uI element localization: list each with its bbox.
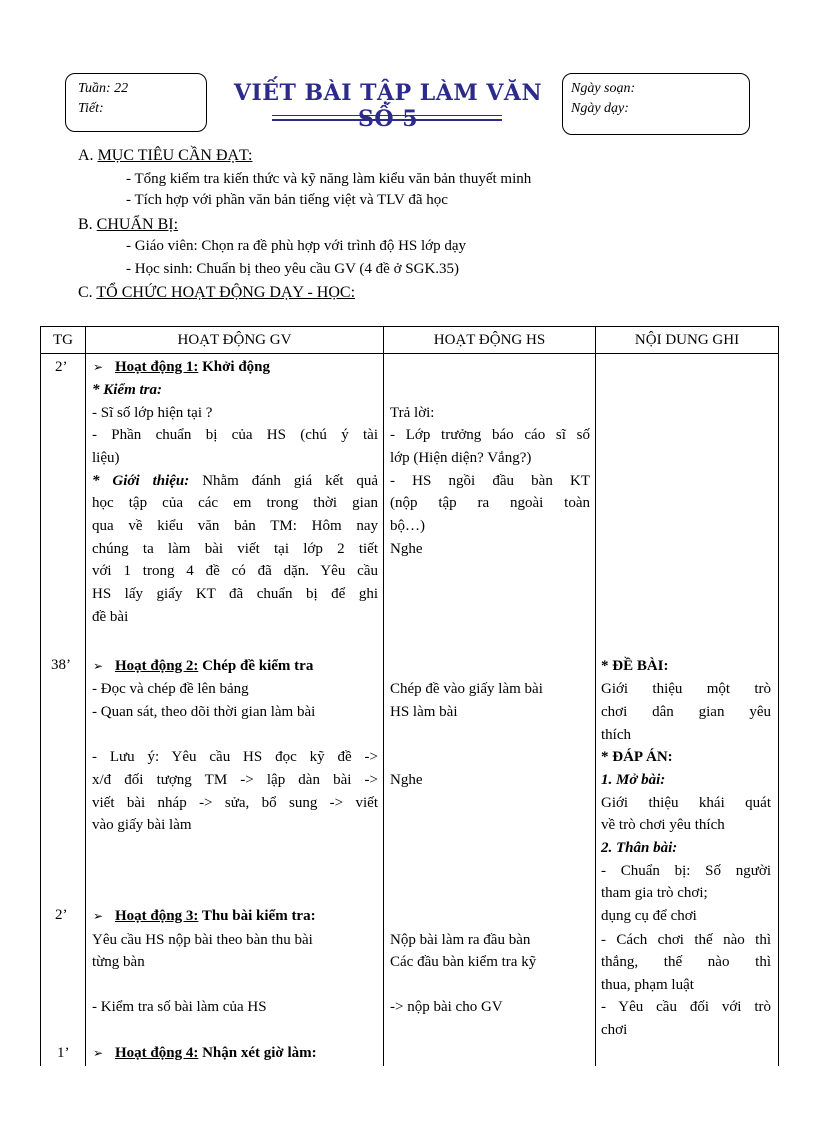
section-organization-heading: C. TỔ CHỨC HOẠT ĐỘNG DẠY - HỌC: [78, 284, 356, 301]
text-line: HS làm bài [390, 704, 458, 720]
table-row [41, 354, 779, 1067]
intro-heading: 1. Mở bài: [601, 772, 666, 788]
arrow-bullet-icon: ➢ [93, 360, 104, 374]
column-header-teacher: HOẠT ĐỘNG GV [86, 327, 384, 354]
text-line: Nộp bài làm ra đầu bàn [390, 932, 531, 948]
text-line: - Quan sát, theo dõi thời gian làm bài [92, 704, 316, 720]
text-line: tham gia trò chơi; [601, 885, 708, 901]
text-line: đề bài [92, 609, 129, 625]
time-value: 38’ [51, 657, 71, 673]
text-line: Trả lời: [390, 405, 435, 421]
check-label: * Kiểm tra: [92, 382, 162, 398]
text-line: chơi dân gian yêu [601, 704, 771, 720]
text-line: dụng cụ để chơi [601, 908, 697, 924]
text-line: học tập của các em trong thời gian [92, 495, 378, 511]
text-line: Các đầu bàn kiểm tra kỹ [390, 954, 537, 970]
teach-date-label: Ngày dạy: [571, 101, 629, 116]
text-line: qua về kiểu văn bản TM: Hôm nay [92, 518, 378, 534]
text-line: Yêu cầu HS nộp bài theo bàn thu bài [92, 932, 313, 948]
arrow-bullet-icon: ➢ [93, 659, 104, 673]
text-line: Chép đề vào giấy làm bài [390, 681, 543, 697]
notes-column [596, 354, 779, 1067]
column-header-student: HOẠT ĐỘNG HS [384, 327, 596, 354]
text-line: -> nộp bài cho GV [390, 999, 503, 1015]
time-column [41, 354, 86, 1067]
text-line: về trò chơi yêu thích [601, 817, 725, 833]
time-value: 1’ [57, 1045, 70, 1061]
text-line: (nộp tập ra ngoài toàn [390, 495, 590, 511]
lesson-table [40, 326, 779, 1066]
section-heading-text: CHUẨN BỊ: [96, 216, 179, 233]
text-line: Giới thiệu khái quát [601, 795, 771, 811]
text-line: HS lấy giấy KT đã chuẩn bị để ghi [92, 586, 378, 602]
teacher-activity-column [86, 354, 384, 1067]
text-line: viết bài nháp -> sửa, bổ sung -> viết [92, 795, 378, 811]
text-line: - HS ngồi đầu bàn KT [390, 473, 590, 489]
list-item: - Học sinh: Chuẩn bị theo yêu cầu GV (4 đề ở SGK.35) [126, 261, 460, 277]
section-objectives-heading: A. MỤC TIÊU CẦN ĐẠT: [78, 147, 253, 164]
student-activity-column [384, 354, 596, 1067]
page-title: VIẾT BÀI TẬP LÀM VĂN SỐ 5 [233, 80, 543, 132]
text-line: Nghe [390, 541, 423, 557]
text-line: - Yêu cầu đối với trò [601, 999, 771, 1015]
text-line: - Lưu ý: Yêu cầu HS đọc kỹ đề -> [92, 749, 378, 765]
text-line: thua, phạm luật [601, 977, 694, 993]
text-line: Giới thiệu một trò [601, 681, 771, 697]
text-line: - Chuẩn bị: Số người [601, 863, 771, 879]
text-line: - Lớp trưởng báo cáo sĩ số [390, 427, 590, 443]
time-value: 2’ [55, 907, 68, 923]
text-line: Nghe [390, 772, 423, 788]
answer-heading: * ĐÁP ÁN: [601, 749, 673, 765]
column-header-time: TG [41, 327, 86, 354]
list-item: - Giáo viên: Chọn ra đề phù hợp với trình độ HS lớp dạy [126, 238, 467, 254]
time-value: 2’ [55, 359, 68, 375]
text-line: thắng, thế nào thì [601, 954, 771, 970]
text-line: - Cách chơi thế nào thì [601, 932, 771, 948]
section-heading-text: MỤC TIÊU CẦN ĐẠT: [97, 147, 253, 164]
text-line: với 1 trong 4 đề có đã dặn. Yêu cầu [92, 563, 378, 579]
activity-2-heading: ➢ Hoạt động 2: Chép đề kiểm tra [93, 655, 313, 678]
text-line: - Sĩ số lớp hiện tại ? [92, 405, 213, 421]
period-label: Tiết: [78, 101, 104, 116]
activity-4-heading: ➢ Hoạt động 4: Nhận xét giờ làm: [93, 1042, 317, 1065]
column-header-notes: NỘI DUNG GHI [596, 327, 779, 354]
date-box [562, 73, 750, 135]
text-line: từng bàn [92, 954, 145, 970]
title-underline-thick [272, 119, 502, 121]
text-line: liệu) [92, 450, 120, 466]
section-preparation-heading: B. CHUẨN BỊ: [78, 216, 179, 233]
week-period-box [65, 73, 207, 132]
text-line: bộ…) [390, 518, 425, 534]
text-line: - Kiểm tra số bài làm của HS [92, 999, 267, 1015]
topic-heading: * ĐỀ BÀI: [601, 658, 669, 674]
arrow-bullet-icon: ➢ [93, 1046, 104, 1060]
week-label: Tuần: 22 [78, 81, 129, 96]
text-line: thích [601, 727, 631, 743]
activity-1-heading: ➢ Hoạt động 1: Khởi động [93, 356, 270, 379]
arrow-bullet-icon: ➢ [93, 909, 104, 923]
text-line: - Phần chuẩn bị của HS (chú ý tài [92, 427, 378, 443]
section-heading-text: TỔ CHỨC HOẠT ĐỘNG DẠY - HỌC: [96, 284, 356, 301]
text-line: lớp (Hiện diện? Vắng?) [390, 450, 532, 466]
text-line: - Đọc và chép đề lên bảng [92, 681, 249, 697]
text-line: x/đ đối tượng TM -> lập dàn bài -> [92, 772, 378, 788]
text-line: chơi [601, 1022, 628, 1038]
intro-line: * Giới thiệu: Nhằm đánh giá kết quả [92, 473, 379, 489]
text-line: vào giấy bài làm [92, 817, 192, 833]
activity-3-heading: ➢ Hoạt động 3: Thu bài kiểm tra: [93, 905, 316, 928]
list-item: - Tổng kiểm tra kiến thức và kỹ năng làm kiểu văn bản thuyết minh [126, 171, 532, 187]
text-line: chúng ta làm bài viết tại lớp 2 tiết [92, 541, 378, 557]
list-item: - Tích hợp với phần văn bản tiếng việt và TLV đã học [126, 192, 448, 208]
body-heading: 2. Thân bài: [601, 840, 678, 856]
table-header-row [41, 327, 779, 354]
title-underline [272, 115, 502, 116]
prep-date-label: Ngày soạn: [571, 81, 636, 96]
